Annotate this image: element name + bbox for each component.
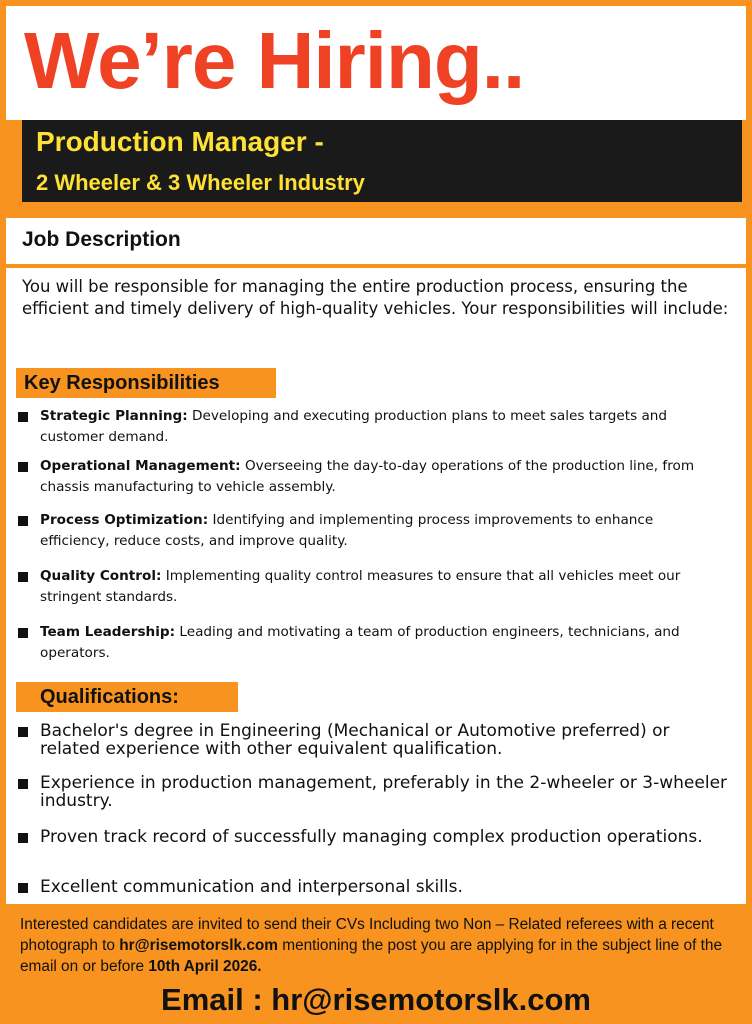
- application-text: mentioning the post you are applying for in the subject line of the email on or before: [20, 937, 723, 975]
- footer-email[interactable]: Email : hr@risemotorslk.com: [161, 982, 591, 1017]
- application-email-link[interactable]: hr@risemotorslk.com: [119, 937, 278, 954]
- qualifications-heading: Qualifications:: [16, 682, 238, 712]
- responsibility-text: Identifying and implementing process improvements to enhance efficiency, reduce costs, and improve quality.: [40, 512, 654, 549]
- section-divider: [6, 264, 746, 268]
- responsibility-term: Operational Management:: [40, 458, 241, 474]
- qualification-text: Proven track record of successfully managing complex production operations.: [40, 827, 703, 847]
- job-description-heading: Job Description: [22, 228, 181, 251]
- responsibility-text: Implementing quality control measures to ensure that all vehicles meet our stringent standards.: [40, 568, 681, 605]
- qualification-text: Experience in production management, preferably in the 2-wheeler or 3-wheeler industry.: [40, 773, 728, 811]
- responsibility-text: Developing and executing production plans to meet sales targets and customer demand.: [40, 408, 668, 445]
- application-instructions: [20, 914, 732, 977]
- application-text: Interested candidates are invited to send their CVs Including two Non – Related referees with a recent photograph to: [20, 916, 714, 954]
- responsibility-term: Team Leadership:: [40, 624, 176, 640]
- key-responsibilities-heading: Key Responsibilities: [16, 368, 276, 398]
- square-bullet-icon: [18, 779, 28, 789]
- hiring-headline: We’re Hiring..: [24, 16, 525, 105]
- qualification-text: Bachelor's degree in Engineering (Mechanical or Automotive preferred) or related experience with other equivalent qualification.: [40, 721, 670, 759]
- responsibility-term: Process Optimization:: [40, 512, 209, 528]
- square-bullet-icon: [18, 572, 28, 582]
- application-deadline: 10th April 2026.: [148, 958, 262, 975]
- square-bullet-icon: [18, 628, 28, 638]
- square-bullet-icon: [18, 727, 28, 737]
- square-bullet-icon: [18, 833, 28, 843]
- square-bullet-icon: [18, 516, 28, 526]
- responsibility-term: Strategic Planning:: [40, 408, 188, 424]
- responsibility-term: Quality Control:: [40, 568, 162, 584]
- industry-subtitle: 2 Wheeler & 3 Wheeler Industry: [36, 170, 365, 195]
- responsibility-text: Leading and motivating a team of production engineers, technicians, and operators.: [40, 624, 680, 661]
- qualification-text: Excellent communication and interpersonal skills.: [40, 877, 463, 897]
- square-bullet-icon: [18, 883, 28, 893]
- job-description-intro: You will be responsible for managing the entire production process, ensuring the efficient and timely delivery of high-quality vehicles. Your responsibilities will include:: [22, 277, 729, 318]
- responsibility-text: Overseeing the day-to-day operations of the production line, from chassis manufacturing to vehicle assembly.: [40, 458, 695, 495]
- square-bullet-icon: [18, 412, 28, 422]
- job-title: Production Manager -: [36, 126, 324, 157]
- square-bullet-icon: [18, 462, 28, 472]
